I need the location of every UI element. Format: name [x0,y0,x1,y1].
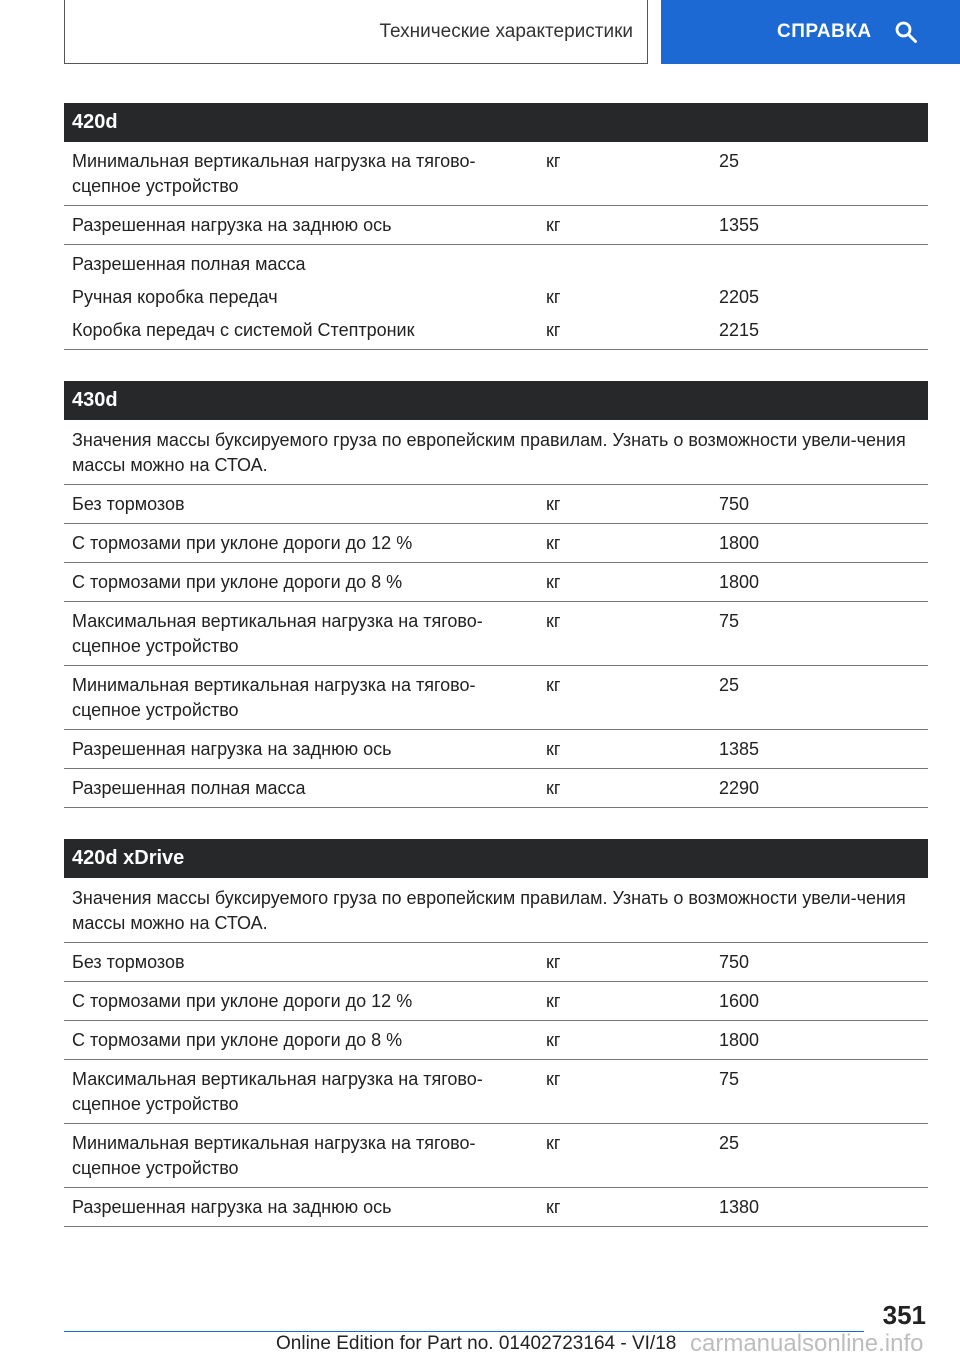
table-row [64,943,928,982]
row-label: Коробка передач с системой Стептроник [72,320,415,340]
row-unit: кг [546,215,561,235]
table-row [64,1021,928,1060]
table-row [64,142,928,206]
row-unit: кг [546,952,561,972]
row-value: 25 [719,151,740,171]
table-row [64,602,928,666]
row-value: 1380 [719,1197,760,1217]
row-value: 2215 [719,320,760,340]
table-row [64,769,928,808]
row-unit: кг [546,1030,561,1050]
row-value: 25 [719,1133,740,1153]
table-row [64,206,928,245]
row-unit: кг [546,494,561,514]
row-unit: кг [546,1133,561,1153]
row-unit: кг [546,287,561,307]
row-value: 750 [719,952,750,972]
row-unit: кг [546,611,561,631]
edition-note: Online Edition for Part no. 01402723164 - VI/18 [276,1333,677,1354]
spec-section [64,839,928,1227]
row-label: Разрешенная нагрузка на заднюю ось [72,739,392,759]
row-label: С тормозами при уклоне дороги до 12 % [72,991,413,1011]
search-icon [894,20,918,44]
row-label: Максимальная вертикальная нагрузка на тягово-сцепное устройство [72,611,483,656]
chapter-title-box [64,0,648,64]
row-value [710,252,928,277]
chapter-title: Технические характеристики [379,20,633,42]
table-row [64,245,928,278]
row-value: 2290 [719,778,760,798]
table-row [64,485,928,524]
row-value: 1800 [719,572,760,592]
row-value: 750 [719,494,750,514]
table-row [64,278,928,311]
row-label: Минимальная вертикальная нагрузка на тягово-сцепное устройство [72,151,476,196]
table-row [64,1188,928,1227]
help-button[interactable] [661,0,960,64]
row-unit: кг [546,572,561,592]
section-title: 420d xDrive [64,839,928,878]
row-unit: кг [546,675,561,695]
row-unit: кг [546,151,561,171]
row-unit: кг [546,1197,561,1217]
table-row [64,1060,928,1124]
row-unit: кг [546,778,561,798]
row-value: 1385 [719,739,760,759]
section-note: Значения массы буксируемого груза по европейским правилам. Узнать о возможности увели-чения массы можно на СТОА. [64,878,928,943]
section-note: Значения массы буксируемого груза по европейским правилам. Узнать о возможности увели-чения массы можно на СТОА. [64,420,928,485]
table-row [64,730,928,769]
spec-section [64,103,928,350]
row-label: Без тормозов [72,494,185,514]
row-unit: кг [546,533,561,553]
row-value: 75 [719,611,740,631]
row-label: Ручная коробка передач [72,287,278,307]
row-unit [538,252,710,277]
row-label: Разрешенная нагрузка на заднюю ось [72,215,392,235]
table-row [64,666,928,730]
row-label: Без тормозов [72,952,185,972]
row-label: Минимальная вертикальная нагрузка на тягово-сцепное устройство [72,675,476,720]
help-label: СПРАВКА [777,21,872,42]
table-row [64,311,928,350]
section-title: 420d [64,103,928,142]
table-row [64,563,928,602]
row-value: 1800 [719,533,760,553]
row-value: 1800 [719,1030,760,1050]
spec-tables [64,103,928,1258]
row-value: 2205 [719,287,760,307]
row-label: Разрешенная полная масса [72,778,306,798]
row-unit: кг [546,1069,561,1089]
table-row [64,1124,928,1188]
row-unit: кг [546,739,561,759]
row-label: С тормозами при уклоне дороги до 8 % [72,1030,403,1050]
row-unit: кг [546,991,561,1011]
row-value: 1600 [719,991,760,1011]
row-label: С тормозами при уклоне дороги до 12 % [72,533,413,553]
table-row [64,524,928,563]
row-label: Минимальная вертикальная нагрузка на тягово-сцепное устройство [72,1133,476,1178]
row-label: Максимальная вертикальная нагрузка на тягово-сцепное устройство [72,1069,483,1114]
row-value: 75 [719,1069,740,1089]
page-number: 351 [882,1300,926,1330]
row-label: Разрешенная нагрузка на заднюю ось [72,1197,392,1217]
row-value: 1355 [719,215,760,235]
row-value: 25 [719,675,740,695]
row-label: Разрешенная полная масса [72,254,306,274]
table-row [64,982,928,1021]
section-title: 430d [64,381,928,420]
row-unit: кг [546,320,561,340]
row-label: С тормозами при уклоне дороги до 8 % [72,572,403,592]
watermark: carmanualsonline.info [690,1330,924,1357]
spec-section [64,381,928,808]
